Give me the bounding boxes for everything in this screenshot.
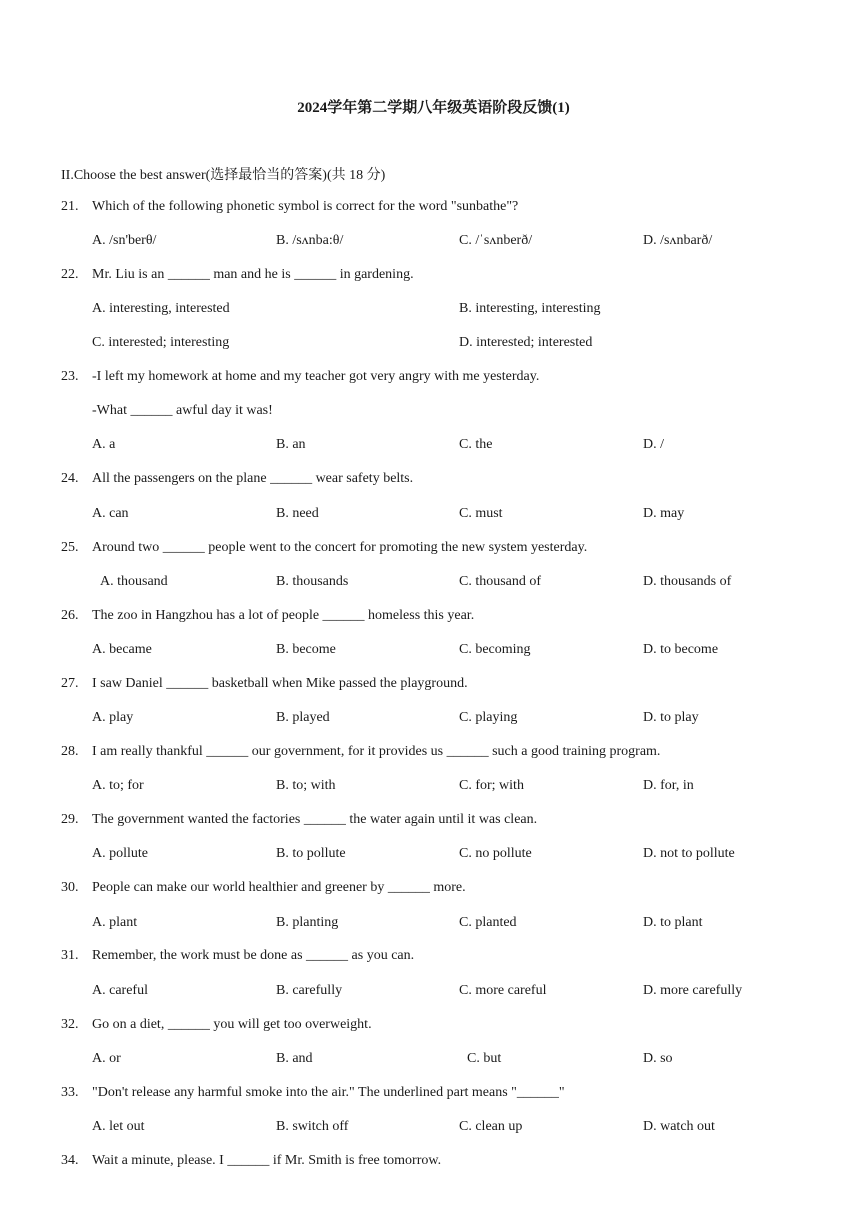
question-34 (61, 1153, 441, 1169)
option-c: C. more careful (459, 983, 547, 998)
question-number: 27. (61, 676, 79, 691)
option-b: B. need (276, 506, 319, 521)
option-b: B. and (276, 1051, 313, 1066)
question-stem: Wait a minute, please. I ______ if Mr. Smith is free tomorrow. (92, 1153, 442, 1168)
option-d: D. may (643, 506, 685, 521)
option-b: B. an (276, 437, 306, 452)
option-d: D. to plant (643, 915, 703, 930)
question-27 (61, 676, 468, 692)
question-number: 21. (61, 199, 79, 214)
option-c: C. becoming (459, 642, 531, 657)
question-stem: I saw Daniel ______ basketball when Mike passed the playground. (92, 676, 468, 691)
question-stem: People can make our world healthier and greener by ______ more. (92, 880, 466, 895)
option-a: A. thousand (100, 574, 168, 589)
question-21 (61, 199, 518, 215)
question-number: 24. (61, 471, 79, 486)
question-24 (61, 471, 413, 487)
option-b: B. to pollute (276, 846, 346, 861)
option-a: A. a (92, 437, 116, 452)
option-b: B. to; with (276, 778, 336, 793)
question-stem: Remember, the work must be done as ______ as you can. (92, 948, 415, 963)
question-number: 25. (61, 540, 79, 555)
option-c: C. playing (459, 710, 518, 725)
question-number: 30. (61, 880, 79, 895)
option-c: C. /ˈsʌnberð/ (459, 233, 533, 248)
option-c: C. clean up (459, 1119, 523, 1134)
question-23 (61, 369, 539, 385)
option-c: C. must (459, 506, 503, 521)
question-number: 28. (61, 744, 79, 759)
question-stem: Mr. Liu is an ______ man and he is ______ in gardening. (92, 267, 414, 282)
question-stem: Which of the following phonetic symbol is correct for the word "sunbathe"? (92, 199, 519, 214)
question-32 (61, 1017, 372, 1033)
question-28 (61, 744, 660, 760)
option-b: B. carefully (276, 983, 343, 998)
option-a: A. /sn'berθ/ (92, 233, 157, 248)
question-number: 23. (61, 369, 79, 384)
question-number: 33. (61, 1085, 79, 1100)
option-a: A. to; for (92, 778, 144, 793)
option-c: C. the (459, 437, 493, 452)
question-number: 31. (61, 948, 79, 963)
option-a: A. let out (92, 1119, 145, 1134)
option-b: B. thousands (276, 574, 349, 589)
option-d: D. more carefully (643, 983, 743, 998)
option-b: B. switch off (276, 1119, 349, 1134)
question-stem-line-2: -What ______ awful day it was! (92, 403, 273, 418)
option-a: A. careful (92, 983, 148, 998)
option-c: C. planted (459, 915, 517, 930)
question-stem: I am really thankful ______ our government, for it provides us ______ such a good training program. (92, 744, 661, 759)
option-c: C. for; with (459, 778, 524, 793)
option-d: D. /sʌnbarð/ (643, 233, 713, 248)
option-a: A. pollute (92, 846, 148, 861)
option-a: A. can (92, 506, 129, 521)
option-d: D. to become (643, 642, 719, 657)
question-stem: The zoo in Hangzhou has a lot of people ______ homeless this year. (92, 608, 475, 623)
option-b: B. interesting, interesting (459, 301, 601, 316)
question-number: 32. (61, 1017, 79, 1032)
question-22 (61, 267, 414, 283)
question-30 (61, 880, 466, 896)
question-number: 22. (61, 267, 79, 282)
option-d: D. thousands of (643, 574, 732, 589)
question-stem: All the passengers on the plane ______ wear safety belts. (92, 471, 414, 486)
option-d: D. not to pollute (643, 846, 735, 861)
question-29 (61, 812, 537, 828)
option-b: B. planting (276, 915, 339, 930)
option-b: B. played (276, 710, 330, 725)
option-d: D. / (643, 437, 664, 452)
question-number: 26. (61, 608, 79, 623)
option-d: D. for, in (643, 778, 694, 793)
question-31 (61, 948, 414, 964)
question-26 (61, 608, 474, 624)
option-a: A. plant (92, 915, 138, 930)
option-c: C. interested; interesting (92, 335, 230, 350)
question-stem: "Don't release any harmful smoke into the air." The underlined part means "______" (92, 1085, 565, 1100)
option-a: A. or (92, 1051, 121, 1066)
question-number: 29. (61, 812, 79, 827)
option-d: D. so (643, 1051, 673, 1066)
option-a: A. play (92, 710, 134, 725)
option-d: D. to play (643, 710, 699, 725)
option-b: B. become (276, 642, 336, 657)
option-a: A. became (92, 642, 152, 657)
question-33 (61, 1085, 565, 1101)
page-title: 2024学年第二学期八年级英语阶段反馈(1) (297, 100, 570, 116)
section-heading: II.Choose the best answer(选择最恰当的答案)(共 18 分) (61, 168, 386, 183)
option-b: B. /sʌnba:θ/ (276, 233, 344, 248)
option-d: D. interested; interested (459, 335, 593, 350)
option-d: D. watch out (643, 1119, 715, 1134)
question-stem: Go on a diet, ______ you will get too overweight. (92, 1017, 372, 1032)
question-number: 34. (61, 1153, 79, 1168)
question-stem: Around two ______ people went to the concert for promoting the new system yesterday. (92, 540, 588, 555)
option-c: C. but (467, 1051, 502, 1066)
option-c: C. thousand of (459, 574, 542, 589)
option-a: A. interesting, interested (92, 301, 230, 316)
question-stem: -I left my homework at home and my teacher got very angry with me yesterday. (92, 369, 540, 384)
option-c: C. no pollute (459, 846, 532, 861)
question-25 (61, 540, 587, 556)
question-stem: The government wanted the factories ______ the water again until it was clean. (92, 812, 538, 827)
